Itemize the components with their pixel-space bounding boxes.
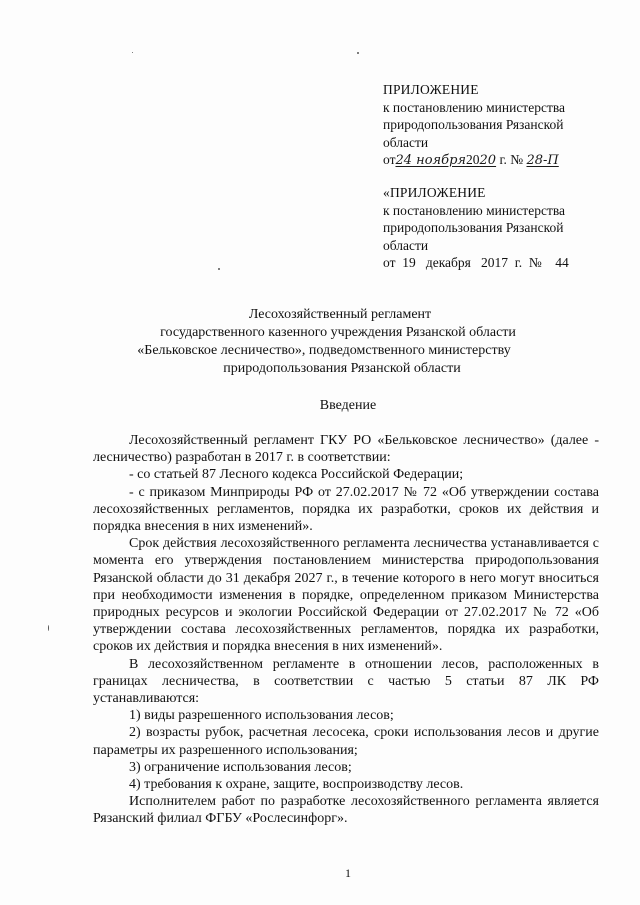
paragraph: 1) виды разрешенного использования лесов; [129, 708, 394, 724]
handwritten-number: 28-П [526, 153, 559, 168]
section-title: Введение [319, 398, 377, 413]
scan-speck [218, 268, 220, 270]
scan-speck [132, 52, 133, 53]
heading-line: Лесохозяйственный регламент [248, 307, 432, 322]
appendix-line: к постановлению министерства [383, 99, 566, 115]
page-number: 1 [345, 866, 351, 880]
paragraph: 3) ограничение использования лесов; [129, 759, 352, 775]
year-prefix: 20 [466, 152, 480, 167]
heading-line: «Бельковское лесничество», подведомственного министерству [137, 343, 511, 358]
appendix-current-block [383, 81, 613, 170]
paragraph: 2) возрасты рубок, расчетная лесосека, сроки использования лесов и другие параметры их разрешенного использования; [93, 725, 599, 758]
paragraph: 4) требования к охране, защите, воспроизводству лесов. [129, 777, 464, 793]
paragraph: В лесохозяйственном регламенте в отношении лесов, расположенных в границах лесничества, в соответствии с частью 5 статьи 87 ЛК РФ устанавливаются: [93, 656, 599, 707]
appendix-line: к постановлению министерства [383, 202, 566, 218]
appendix-line: природопользования Рязанской [383, 117, 564, 132]
date-prefix: от [383, 152, 396, 167]
paragraph: - с приказом Минприроды РФ от 27.02.2017 № 72 «Об утверждении состава лесохозяйственных регламентов, порядка их разработки, сроков их действия и порядка внесения в них изменений». [93, 484, 599, 535]
appendix-title: «ПРИЛОЖЕНИЕ [383, 185, 486, 200]
heading-line: природопользования Рязанской области [223, 361, 461, 376]
scan-speck [48, 625, 49, 631]
appendix-line: области [383, 237, 429, 253]
year-suffix: г. № [496, 152, 524, 167]
appendix-previous-block [383, 184, 613, 272]
handwritten-date: 24 ноября [395, 153, 467, 168]
document-heading [0, 306, 640, 378]
scan-speck [357, 52, 359, 54]
appendix-date-line [383, 151, 613, 170]
heading-line: государственного казенного учреждения Рязанской области [160, 325, 516, 340]
appendix-line: природопользования Рязанской [383, 220, 564, 235]
paragraph: Исполнителем работ по разработке лесохозяйственного регламента является Рязанский филиал ФГБУ «Рослесинфорг». [93, 794, 599, 827]
handwritten-year: 20 [479, 153, 497, 168]
document-body [93, 432, 599, 828]
appendix-title: ПРИЛОЖЕНИЕ [383, 82, 479, 97]
paragraph: - со статьей 87 Лесного кодекса Российской Федерации; [129, 467, 464, 483]
paragraph: Срок действия лесохозяйственного регламента лесничества устанавливается с момента его утверждения постановлением министерства природопользования Рязанской области до 31 декабря 2027 г., в течение которого в него могут вноситься при необходимости изменения в порядке, определенном приказом Министерства природных ресурсов и экологии Российской Федерации от 27.02.2017 № 72 «Об утверждении состава лесохозяйственных регламентов, порядка их разработки, сроков их действия и порядка внесения в них изменений». [93, 536, 599, 655]
appendix-date-line: от 19 декабря 2017 г. № 44 [383, 255, 569, 270]
paragraph: Лесохозяйственный регламент ГКУ РО «Бельковское лесничество» (далее - лесничество) разработан в 2017 г. в соответствии: [93, 433, 599, 466]
appendix-line: области [383, 134, 429, 150]
